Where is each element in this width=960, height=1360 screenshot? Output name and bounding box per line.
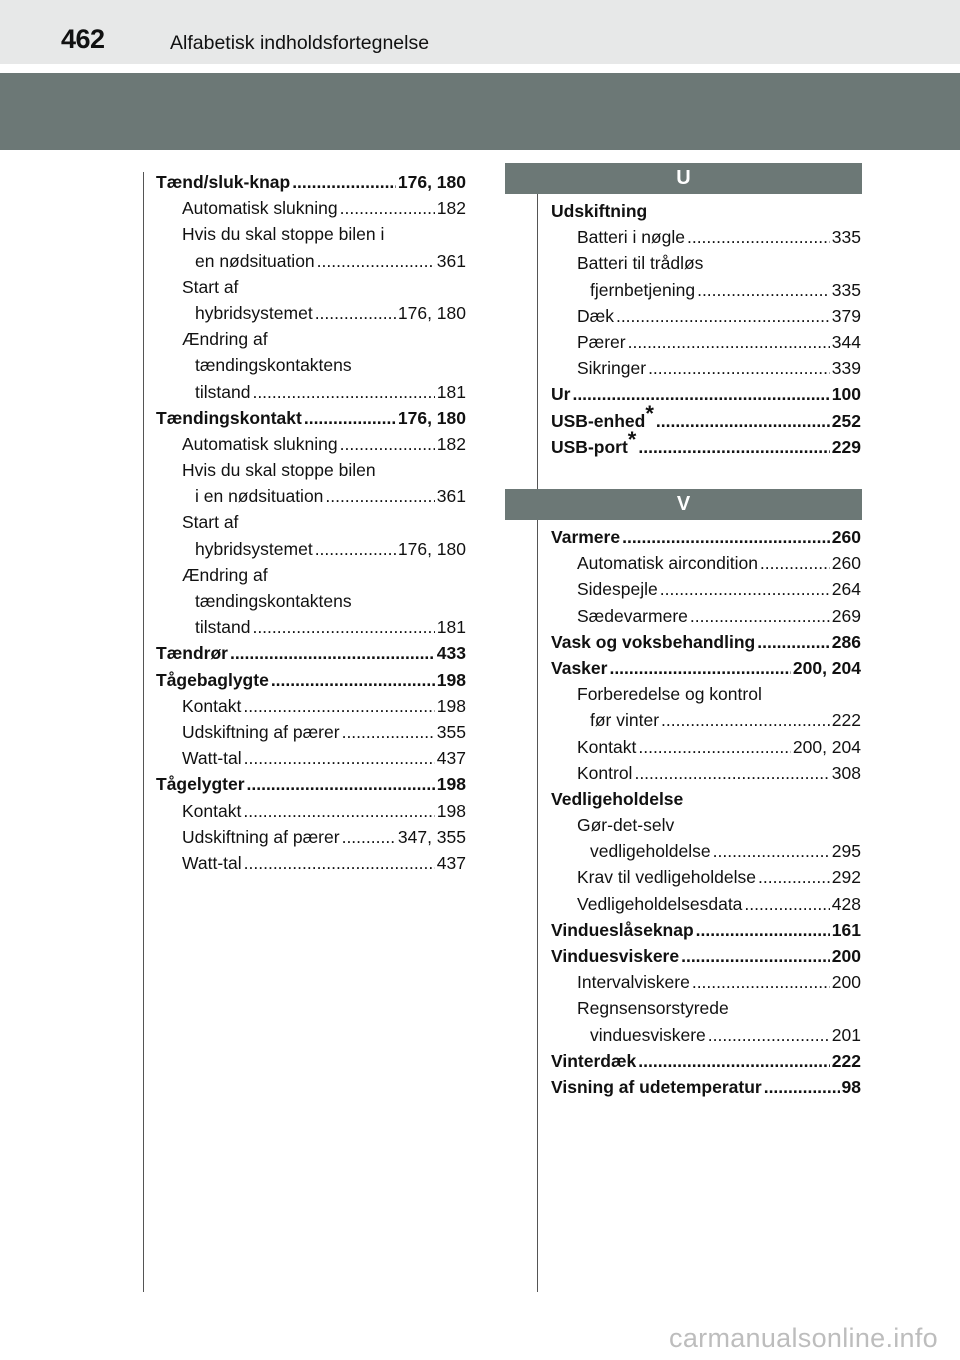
index-entry-text: Automatisk slukning [182, 198, 338, 219]
index-entry-text: Tågebaglygte [156, 669, 269, 690]
index-entry-text: Tændrør [156, 643, 228, 664]
index-entry-text: Sikringer [577, 358, 647, 379]
index-entry [156, 352, 466, 378]
index-entry-text: tændingskontaktens [195, 591, 352, 611]
index-entry-text: Sidespejle [577, 579, 658, 600]
section-heading-u: U [505, 163, 862, 194]
index-entry-text: fjernbetjening [590, 279, 696, 300]
index-entry-text: Gør-det-selv [577, 815, 675, 836]
index-entry [551, 381, 861, 407]
index-entry-pages: 176, 180 [397, 538, 466, 559]
index-entry-text: Vasker [551, 657, 608, 678]
leader-dots [342, 824, 396, 850]
header-band [0, 73, 960, 150]
index-entry-text: Hvis du skal stoppe bilen i [182, 224, 385, 245]
leader-dots [340, 195, 435, 221]
watermark: carmanualsonline.info [669, 1323, 938, 1353]
page-title: Alfabetisk indholdsfortegnelse [170, 32, 430, 54]
index-entry-text: Automatisk aircondition [577, 553, 758, 574]
index-entry [156, 431, 466, 457]
leader-dots [243, 798, 434, 824]
index-entry-pages: 335 [831, 279, 861, 300]
index-entry [156, 483, 466, 509]
index-entry-text: Pærer [577, 331, 626, 352]
leader-dots [661, 707, 830, 733]
index-entry-text: Regnsensorstyrede [577, 998, 729, 1019]
leader-dots [628, 329, 830, 355]
index-entry-text: Start af [182, 276, 239, 297]
index-entry-text: Batteri til trådløs [577, 253, 704, 274]
index-entry-pages: 260 [831, 527, 861, 547]
leader-dots [244, 850, 435, 876]
leader-dots [271, 667, 435, 693]
index-entry-pages: 361 [436, 250, 466, 271]
index-entry [156, 640, 466, 666]
index-entry-pages: 200, 204 [792, 736, 861, 757]
index-entry-pages: 200, 204 [792, 657, 861, 678]
leader-dots [247, 771, 435, 797]
leader-dots [252, 614, 434, 640]
index-entry [156, 300, 466, 326]
leader-dots [648, 355, 830, 381]
index-entry-pages: 161 [831, 919, 861, 940]
index-entry-pages: 222 [831, 710, 861, 731]
index-entry [551, 655, 861, 681]
leader-dots [315, 536, 396, 562]
index-entry-pages: 182 [436, 433, 466, 454]
index-entry-text: Intervalviskere [577, 972, 690, 993]
index-entry-text: Batteri i nøgle [577, 227, 685, 248]
index-entry-text: Start af [182, 512, 239, 533]
index-entry-pages: 295 [831, 841, 861, 862]
index-entry [156, 169, 466, 195]
index-entry [156, 693, 466, 719]
index-entry-text: USB-port [551, 436, 628, 457]
leader-dots [609, 655, 790, 681]
index-entry-pages: 201 [831, 1024, 861, 1045]
leader-dots [317, 248, 435, 274]
index-entry-pages: 264 [831, 579, 861, 600]
leader-dots [744, 891, 829, 917]
index-entry-text: Sædevarmere [577, 605, 688, 626]
index-entry-pages: 361 [436, 486, 466, 507]
index-entry-pages: 252 [831, 410, 861, 431]
index-entry [551, 734, 861, 760]
leader-dots [622, 524, 830, 550]
index-entry [156, 509, 466, 535]
index-entry [551, 1022, 861, 1048]
index-entry [551, 277, 861, 303]
index-entry-text: Tågelygter [156, 774, 245, 795]
leader-dots [758, 864, 830, 890]
index-entry-text: tilstand [195, 617, 251, 638]
index-entry-pages: 198 [436, 800, 466, 821]
leader-dots [757, 629, 830, 655]
index-entry-pages: 344 [831, 331, 861, 352]
index-entry [156, 614, 466, 640]
leader-dots [692, 969, 830, 995]
index-entry-text: Tændingskontakt [156, 407, 302, 428]
leader-dots [656, 408, 830, 434]
index-entry-pages: 182 [436, 198, 466, 219]
index-entry-text: Kontakt [182, 800, 242, 821]
index-entry: USB-enhed * ..... 252 [551, 408, 861, 434]
index-entry-pages: 347, 355 [397, 826, 466, 847]
index-entry [551, 603, 861, 629]
index-entry-pages: 176, 180 [397, 302, 466, 323]
leader-dots [244, 745, 435, 771]
index-entry-text: tændingskontaktens [195, 355, 352, 376]
index-entry-text: i en nødsituation [195, 486, 324, 507]
index-entry-text: Watt-tal [182, 748, 242, 769]
leader-dots [760, 550, 830, 576]
index-entry-text: vedligeholdelse [590, 841, 711, 862]
index-entry-text: før vinter [590, 710, 660, 731]
leader-dots [252, 379, 434, 405]
page-number: 462 [61, 24, 105, 54]
column-divider-right [537, 194, 538, 1292]
index-entry-pages: 269 [831, 605, 861, 626]
index-entry [551, 995, 861, 1021]
index-entry-pages: 260 [831, 553, 861, 574]
index-entry [551, 864, 861, 890]
index-entry-pages: 200 [831, 972, 861, 993]
leader-dots [713, 838, 830, 864]
leader-dots [230, 640, 435, 666]
leader-dots [660, 576, 830, 602]
index-entry-text: Krav til vedligeholdelse [577, 867, 756, 888]
index-entry-text: en nødsituation [195, 250, 315, 271]
index-entry [156, 719, 466, 745]
index-entry-pages: 181 [436, 381, 466, 402]
index-entry-pages: 379 [831, 305, 861, 326]
index-entry-pages: 308 [831, 762, 861, 783]
index-entry [156, 195, 466, 221]
header-bar [0, 0, 960, 64]
index-entry-pages: 355 [436, 721, 466, 742]
index-entry-pages: 286 [831, 631, 861, 652]
index-entry [156, 562, 466, 588]
index-entry-text: Watt-tal [182, 852, 242, 873]
leader-dots [634, 760, 829, 786]
index-entry-pages: 339 [831, 358, 861, 379]
index-entry [156, 326, 466, 352]
index-entry [551, 681, 861, 707]
index-entry-text: Dæk [577, 305, 614, 326]
index-entry-text: Vinduesviskere [551, 946, 680, 966]
index-entry [156, 850, 466, 876]
leader-dots [292, 169, 396, 195]
index-entry-pages: 437 [436, 748, 466, 769]
index-entry-text: Hvis du skal stoppe bilen [182, 460, 376, 481]
index-entry-text: Tænd/sluk-knap [156, 172, 291, 192]
index-entry-text: Ændring af [182, 329, 268, 350]
index-entry [551, 355, 861, 381]
index-entry-text: USB-enhed [551, 410, 646, 431]
index-entry [551, 224, 861, 250]
index-entry [551, 943, 861, 969]
index-entry-text: Visning af udetemperatur [551, 1076, 762, 1097]
index-entry-text: hybridsystemet [195, 302, 313, 323]
index-entry-text: Vask og voksbehandling [551, 631, 756, 652]
leader-dots [708, 1022, 830, 1048]
index-entry-text: vinduesviskere [590, 1024, 706, 1045]
index-entry [551, 969, 861, 995]
index-section-u [551, 198, 861, 460]
index-entry [551, 524, 861, 550]
index-entry [551, 198, 861, 224]
index-entry-text: Udskiftning [551, 201, 648, 221]
index-entry-text: Ur [551, 384, 571, 405]
leader-dots [616, 303, 830, 329]
index-entry-text: Vedligeholdelsesdata [577, 893, 743, 914]
index-entry-text: Forberedelse og kontrol [577, 684, 762, 705]
index-entry [551, 786, 861, 812]
index-entry-text: Vinterdæk [551, 1050, 637, 1071]
index-entry-text: Kontrol [577, 762, 633, 783]
index-entry [156, 771, 466, 797]
index-entry-text: Udskiftning af pærer [182, 826, 340, 847]
index-entry-pages: 292 [831, 867, 861, 888]
leader-dots [572, 381, 829, 407]
index-entry [551, 760, 861, 786]
index-entry: USB-port * ..... 229 [551, 434, 861, 460]
index-entry [551, 1074, 861, 1100]
index-entry-pages: 176, 180 [397, 407, 466, 428]
index-entry-pages: 335 [831, 227, 861, 248]
index-entry [156, 588, 466, 614]
leader-dots [243, 693, 434, 719]
leader-dots [638, 434, 829, 460]
index-section-v [551, 524, 861, 1100]
index-entry-pages: 98 [841, 1076, 861, 1097]
index-entry-text: Kontakt [577, 736, 637, 757]
index-entry-text: Udskiftning af pærer [182, 721, 340, 742]
index-entry-text: Ændring af [182, 564, 268, 585]
index-entry [156, 248, 466, 274]
leader-dots [342, 719, 435, 745]
index-entry [156, 798, 466, 824]
index-entry-text: Vindueslåseknap [551, 919, 694, 940]
leader-dots [687, 224, 830, 250]
index-entry [551, 838, 861, 864]
index-entry [156, 824, 466, 850]
index-entry [156, 667, 466, 693]
index-entry-text: Automatisk slukning [182, 433, 338, 454]
index-entry-pages: 181 [436, 617, 466, 638]
index-entry-text: Vedligeholdelse [551, 788, 684, 809]
index-entry-pages: 100 [831, 384, 861, 405]
index-entry-pages: 222 [831, 1050, 861, 1071]
index-entry [551, 917, 861, 943]
index-entry [156, 221, 466, 247]
leader-dots [638, 734, 791, 760]
index-entry-pages: 198 [436, 669, 466, 690]
index-entry-pages: 198 [436, 774, 466, 795]
index-entry [551, 629, 861, 655]
index-entry [551, 303, 861, 329]
index-entry [551, 550, 861, 576]
index-entry [156, 405, 466, 431]
index-entry-pages: 200 [831, 946, 861, 966]
index-entry [551, 250, 861, 276]
index-entry [551, 812, 861, 838]
leader-dots [696, 917, 830, 943]
index-entry-pages: 198 [436, 695, 466, 716]
leader-dots [681, 943, 830, 969]
index-entry-text: tilstand [195, 381, 251, 402]
index-entry-pages: 229 [831, 436, 861, 457]
index-entry-text: hybridsystemet [195, 538, 313, 559]
index-entry [156, 745, 466, 771]
index-entry [156, 379, 466, 405]
index-entry [156, 274, 466, 300]
index-entry-pages: 433 [436, 643, 466, 664]
index-entry-text: Kontakt [182, 695, 242, 716]
index-column-left [156, 169, 466, 876]
index-entry [551, 1048, 861, 1074]
index-entry-pages: 437 [436, 852, 466, 873]
index-entry-text: Varmere [551, 527, 621, 547]
leader-dots [304, 405, 396, 431]
section-heading-v: V [505, 489, 862, 520]
index-entry [551, 707, 861, 733]
leader-dots [697, 277, 830, 303]
leader-dots [315, 300, 396, 326]
index-entry [551, 329, 861, 355]
index-entry-pages: 176, 180 [397, 172, 466, 192]
index-entry [551, 576, 861, 602]
leader-dots [764, 1074, 840, 1100]
leader-dots [638, 1048, 830, 1074]
index-entry [156, 536, 466, 562]
column-divider-left [143, 172, 144, 1292]
index-entry-pages: 428 [831, 893, 861, 914]
index-entry [156, 457, 466, 483]
index-entry [551, 891, 861, 917]
leader-dots [690, 603, 830, 629]
leader-dots [325, 483, 434, 509]
leader-dots [340, 431, 435, 457]
